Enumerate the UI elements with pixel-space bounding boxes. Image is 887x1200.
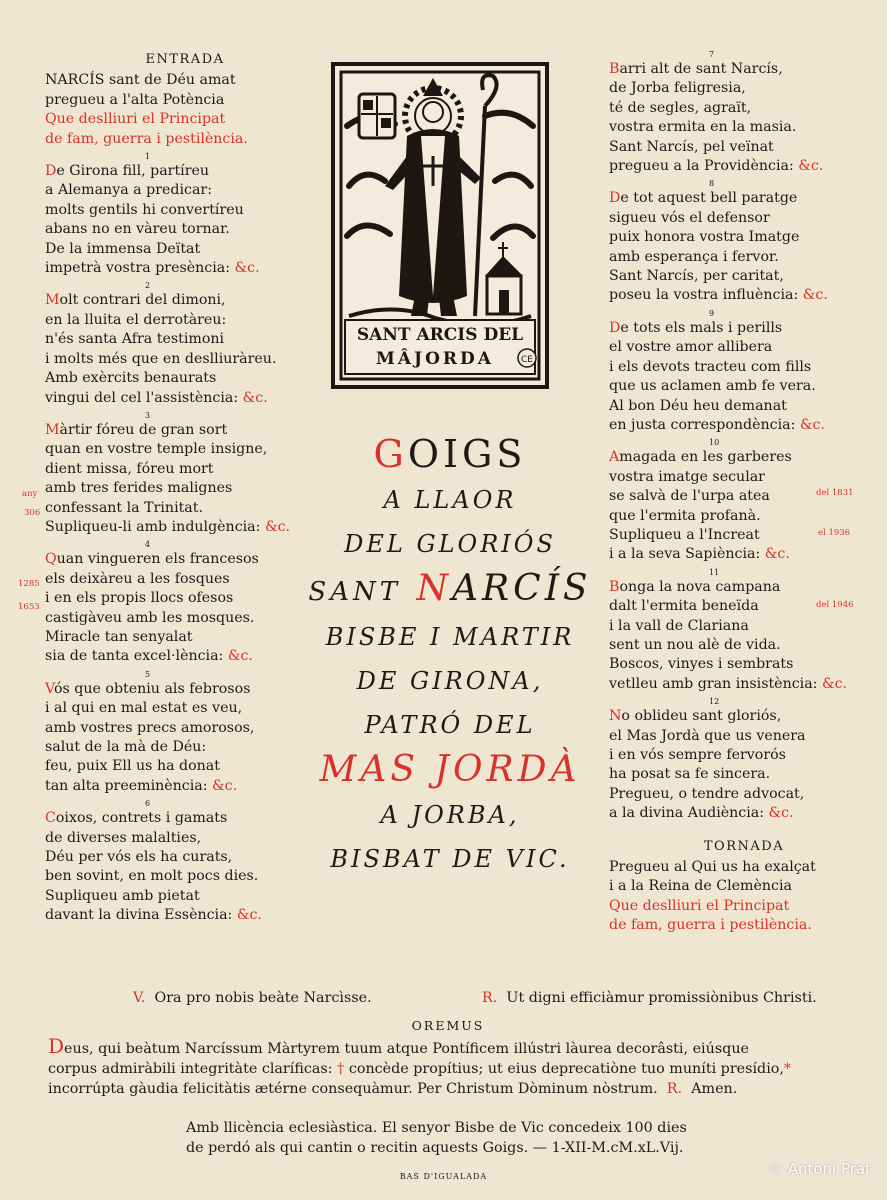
verse-line-text: oixos, contrets i gamats bbox=[55, 810, 228, 827]
prayer-line-text: eus, qui beàtum Narcíssum Màrtyrem tuum atque Pontíficem illústri làurea decorâsti, eiúsque bbox=[64, 1041, 749, 1057]
title-patro: PATRÓ DEL bbox=[364, 711, 536, 739]
stanza-initial: B bbox=[609, 61, 620, 77]
versicle bbox=[133, 990, 372, 1006]
verse-line-text: onga la nova campana bbox=[619, 578, 781, 595]
stanza-initial: D bbox=[45, 163, 57, 180]
prayer-line bbox=[48, 1079, 848, 1099]
prayer-line-text: concède propítius; ut eius deprecatiòne tuo muníti presídio, bbox=[348, 1061, 784, 1077]
verse-line-text: o oblideu sant gloriós, bbox=[621, 708, 782, 725]
verse-line: sent un nou alè de vida. bbox=[609, 636, 781, 653]
stanza-number: 10 bbox=[709, 438, 720, 448]
response-text: Ut digni efficiàmur promissiònibus Christi. bbox=[506, 990, 817, 1006]
refrain-mark: &c. bbox=[264, 518, 291, 535]
verse-line: vostra imatge secular bbox=[609, 468, 765, 485]
margin-note: 1285 bbox=[18, 579, 40, 589]
refrain-mark: &c. bbox=[764, 546, 790, 563]
verse-line: molts gentils hi convertíreu bbox=[45, 201, 244, 218]
stanza-initial: V bbox=[45, 680, 54, 697]
verse-line bbox=[609, 189, 879, 208]
refrain-mark: &c. bbox=[236, 907, 262, 924]
verse-line bbox=[609, 707, 879, 726]
verse-line bbox=[45, 518, 325, 537]
prayer-line bbox=[48, 1059, 848, 1079]
margin-note: 306 bbox=[24, 508, 41, 518]
verse-line: en la lluita el derrotàreu: bbox=[45, 311, 227, 328]
entrada-stanza bbox=[45, 71, 325, 149]
versicle-label: V. bbox=[133, 990, 146, 1006]
refrain-mark: &c. bbox=[798, 158, 824, 175]
stanza bbox=[45, 410, 325, 537]
stanza-number: 1 bbox=[145, 152, 151, 162]
verse-line bbox=[609, 286, 879, 305]
verse-line bbox=[609, 319, 879, 338]
verse-line: Al bon Déu heu demanat bbox=[609, 397, 787, 414]
verse-line-text: pregueu a la Providència: bbox=[609, 158, 799, 175]
stanza-number: 4 bbox=[145, 540, 151, 550]
verse-line: quan en vostre temple insigne, bbox=[45, 441, 268, 458]
margin-note: any bbox=[22, 489, 38, 499]
verse-line-text: vingui del cel l'assistència: bbox=[45, 389, 243, 406]
response-label: R. bbox=[666, 1081, 683, 1097]
verse-line: i en vós sempre fervorós bbox=[609, 747, 786, 763]
verse-line: n'és santa Afra testimoni bbox=[45, 331, 225, 348]
verse-line: el Mas Jordà que us venera bbox=[609, 727, 806, 744]
verse-line: el vostre amor allibera bbox=[609, 339, 773, 356]
verse-line: Pregueu al Qui us ha exalçat bbox=[609, 859, 816, 876]
verse-line-text: poseu la vostra influència: bbox=[609, 287, 803, 304]
verse-line-text: i a la seva Sapiència: bbox=[609, 546, 765, 563]
verse-line: puix honora vostra Imatge bbox=[609, 229, 800, 246]
refrain-mark: &c. bbox=[234, 260, 260, 277]
stanza-initial: Q bbox=[45, 551, 57, 568]
verse-line: Déu per vós els ha curats, bbox=[45, 849, 233, 866]
title-jorda-rest: ORDÀ bbox=[452, 749, 581, 790]
title-sant-narcis bbox=[300, 566, 600, 615]
verse-line: ben sovint, en molt pocs dies. bbox=[45, 868, 259, 885]
verse-line-text: sia de tanta excel·lència: bbox=[45, 648, 228, 665]
title-narcis-initial: N bbox=[416, 568, 453, 609]
verse-line: Amb exèrcits benaurats bbox=[45, 370, 217, 387]
verse-line: de diverses malalties, bbox=[45, 829, 202, 846]
verse-line bbox=[609, 60, 879, 79]
stanza-number: 7 bbox=[709, 50, 715, 59]
title-bisbe: BISBE I MARTIR bbox=[325, 623, 575, 651]
verse-line bbox=[609, 578, 879, 597]
left-stanzas bbox=[45, 152, 325, 926]
title-bisbat: BISBAT DE VIC. bbox=[330, 845, 570, 873]
verse-line-text: Supliqueu-li amb indulgència: bbox=[45, 518, 265, 535]
stanza-initial: D bbox=[609, 190, 621, 207]
verse-line bbox=[45, 809, 325, 828]
verse-line bbox=[45, 291, 325, 310]
verse-line: pregueu a l'alta Potència bbox=[45, 91, 225, 108]
stanza-number: 11 bbox=[709, 567, 720, 577]
stanza-number: 2 bbox=[145, 281, 151, 291]
margin-note: del 1946 bbox=[816, 600, 854, 610]
tornada-stanza bbox=[609, 858, 879, 936]
stanza-number: 9 bbox=[709, 308, 715, 318]
verse-line bbox=[609, 416, 879, 435]
verse-line: Pregueu, o tendre advocat, bbox=[609, 785, 805, 802]
margin-note: del 1831 bbox=[816, 488, 854, 498]
verse-line-text: tan alta preeminència: bbox=[45, 777, 213, 794]
stanza bbox=[45, 540, 325, 666]
verse-line bbox=[45, 906, 325, 925]
verse-line-text: impetrà vostra presència: bbox=[45, 260, 235, 277]
woodcut-caption-line2: MÂJORDA bbox=[376, 349, 494, 369]
cross-icon: † bbox=[337, 1061, 345, 1077]
verse-line-text: a la divina Audiència: bbox=[609, 805, 769, 822]
verse-line bbox=[609, 545, 879, 564]
verse-line bbox=[609, 675, 879, 694]
verse-line: té de segles, agraït, bbox=[609, 99, 752, 116]
oremus-prayer bbox=[48, 1036, 848, 1099]
verse-line bbox=[609, 448, 879, 467]
title-de-girona: DE GIRONA, bbox=[356, 667, 544, 695]
verse-line-text: e tot aquest bell paratge bbox=[620, 190, 798, 207]
refrain-mark: &c. bbox=[768, 805, 794, 822]
verse-line-text: magada en les garberes bbox=[619, 449, 792, 466]
verse-line: a Alemanya a predicar: bbox=[45, 182, 212, 199]
stanza bbox=[609, 438, 879, 564]
left-column bbox=[45, 50, 325, 939]
prayer-initial: D bbox=[48, 1034, 65, 1058]
oremus-heading: OREMUS bbox=[411, 1018, 485, 1033]
verse-line: i en els propis llocs ofesos bbox=[45, 590, 234, 607]
ecclesiastical-licence bbox=[186, 1118, 687, 1158]
verse-line: abans no en vàreu tornar. bbox=[45, 221, 230, 238]
verse-line-text: davant la divina Essència: bbox=[45, 907, 237, 924]
stanza-initial: A bbox=[609, 449, 620, 466]
verse-line: confessant la Trinitat. bbox=[45, 499, 203, 516]
copyright-watermark: © Antoni Prat bbox=[767, 1160, 871, 1178]
verse-line: Sant Narcís, per caritat, bbox=[609, 268, 784, 285]
stanza bbox=[609, 567, 879, 694]
amen-text: Amen. bbox=[691, 1081, 738, 1097]
verse-line-text: uan vingueren els francesos bbox=[56, 551, 259, 568]
verse-line: amb tres ferides malignes bbox=[45, 480, 233, 497]
title-goigs-rest: OIGS bbox=[407, 432, 527, 476]
verse-line: i al qui en mal estat es veu, bbox=[45, 700, 243, 717]
prayer-line-text: incorrúpta gàudia felicitàtis ætérne consequàmur. Per Christum Dòminum nòstrum. bbox=[48, 1081, 658, 1097]
licence-line: de perdó als qui cantin o recitin aquests Goigs. — 1-XII-M.cM.xL.Vij. bbox=[186, 1140, 684, 1156]
verse-line: que l'ermita profanà. bbox=[609, 507, 761, 524]
saint-woodcut-illustration bbox=[331, 62, 549, 389]
stanza-initial: M bbox=[45, 421, 60, 438]
refrain-mark: &c. bbox=[227, 648, 253, 665]
stanza bbox=[609, 697, 879, 823]
verse-line: i els devots tracteu com fills bbox=[609, 358, 812, 375]
title-del-glorios: DEL GLORIÓS bbox=[344, 530, 556, 558]
woodcut-caption-line1: SANT ARCIS DEL bbox=[356, 325, 524, 345]
verse-line-text: e Girona fill, partíreu bbox=[56, 163, 210, 180]
refrain-mark: &c. bbox=[242, 389, 268, 406]
verse-line: NARCÍS sant de Déu amat bbox=[45, 72, 236, 89]
refrain-mark: &c. bbox=[802, 287, 828, 304]
verse-line: i molts més que en deslliuràreu. bbox=[45, 350, 277, 367]
verse-line: amb vostres precs amorosos, bbox=[45, 719, 255, 736]
verse-line-text: olt contrari del dimoni, bbox=[59, 292, 226, 309]
verse-line: Sant Narcís, pel veïnat bbox=[609, 138, 774, 155]
verse-line: i la vall de Clariana bbox=[609, 617, 749, 634]
verse-line bbox=[45, 421, 325, 440]
verse-line: amb esperança i fervor. bbox=[609, 248, 779, 265]
margin-note: 1653 bbox=[18, 602, 40, 612]
verse-line: ha posat sa fe sincera. bbox=[609, 766, 771, 783]
verse-line-text: àrtir fóreu de gran sort bbox=[59, 421, 228, 438]
verse-line: vostra ermita en la masia. bbox=[609, 119, 797, 136]
response-label: R. bbox=[482, 990, 498, 1006]
verse-line: de fam, guerra i pestilència. bbox=[45, 130, 248, 147]
verse-line: Supliqueu a l'Increat bbox=[609, 526, 760, 543]
verse-line bbox=[45, 389, 325, 408]
verse-line: i a la Reina de Clemència bbox=[609, 878, 792, 895]
verse-line-text: ós que obteniu als febrosos bbox=[53, 680, 251, 697]
prayer-line-text: corpus admiràbili integritàte claríficas: bbox=[48, 1061, 333, 1077]
stanza-initial: D bbox=[609, 319, 621, 336]
stanza-number: 12 bbox=[709, 697, 720, 707]
verse-line: dalt l'ermita beneïda bbox=[609, 598, 759, 615]
stanza bbox=[609, 179, 879, 305]
stanza bbox=[45, 669, 325, 796]
stanza-initial: M bbox=[45, 292, 60, 309]
stanza-number: 8 bbox=[709, 179, 715, 189]
coat-of-arms-icon bbox=[359, 94, 395, 138]
stanza-initial: C bbox=[45, 810, 56, 827]
title-goigs-initial: G bbox=[373, 432, 408, 476]
stanza-initial: B bbox=[609, 578, 620, 595]
margin-note: el 1936 bbox=[818, 528, 851, 538]
verse-line-text: arri alt de sant Narcís, bbox=[619, 61, 783, 77]
verse-line-text: vetlleu amb gran insistència: bbox=[609, 675, 822, 692]
verse-line: salut de la mà de Déu: bbox=[45, 739, 207, 755]
verse-line-text: e tots els mals i perills bbox=[620, 319, 783, 336]
stanza-initial: N bbox=[609, 708, 622, 725]
title-a-llaor: A LLAOR bbox=[383, 486, 517, 514]
refrain-mark: &c. bbox=[821, 675, 848, 692]
verse-line: Que deslliuri el Principat bbox=[45, 111, 226, 128]
right-stanzas bbox=[609, 50, 879, 824]
verse-line bbox=[45, 259, 325, 278]
stanza bbox=[45, 152, 325, 278]
title-a-jorba: A JORBA, bbox=[380, 801, 520, 829]
refrain-mark: &c. bbox=[212, 777, 238, 794]
verse-line-text: en justa correspondència: bbox=[609, 416, 800, 433]
verse-line: feu, puix Ell us ha donat bbox=[45, 758, 220, 775]
response bbox=[482, 990, 817, 1006]
verse-line: dient missa, fóreu mort bbox=[45, 460, 214, 477]
title-sant: SANT bbox=[308, 577, 402, 607]
verse-line: sigueu vós el defensor bbox=[609, 209, 770, 226]
title-mas-jorda bbox=[300, 747, 600, 793]
verse-line: De la immensa Deïtat bbox=[45, 240, 201, 257]
goigs-title-block bbox=[300, 430, 600, 881]
stanza bbox=[609, 50, 879, 176]
verse-line: Que deslliuri el Principat bbox=[609, 897, 790, 914]
verse-line bbox=[45, 550, 325, 569]
verse-line: de fam, guerra i pestilència. bbox=[609, 917, 812, 934]
verse-line: Boscos, vinyes i sembrats bbox=[609, 656, 794, 673]
asterisk-mark: * bbox=[783, 1061, 792, 1077]
refrain-mark: &c. bbox=[799, 416, 825, 433]
verse-line bbox=[45, 680, 325, 699]
stanza bbox=[45, 799, 325, 925]
verse-line bbox=[609, 157, 879, 176]
stanza bbox=[45, 281, 325, 407]
verse-line: se salvà de l'urpa atea bbox=[609, 488, 770, 505]
verse-line: de Jorba feligresia, bbox=[609, 80, 746, 97]
entrada-heading: ENTRADA bbox=[145, 52, 225, 67]
woodcut-monogram: CE bbox=[521, 355, 533, 365]
verse-line: Miracle tan senyalat bbox=[45, 628, 193, 645]
versicle-text: Ora pro nobis beàte Narcìsse. bbox=[154, 990, 372, 1006]
title-jorda-initial: J bbox=[434, 749, 453, 790]
title-goigs bbox=[300, 430, 600, 478]
verse-line: castigàveu amb les mosques. bbox=[45, 609, 255, 626]
stanza-number: 3 bbox=[145, 410, 151, 420]
printer-imprint: BAS D'IGUALADA bbox=[399, 1172, 488, 1181]
verse-line bbox=[45, 162, 325, 181]
stanza-number: 6 bbox=[145, 799, 151, 809]
title-narcis-rest: ARCÍS bbox=[452, 568, 592, 609]
licence-line: Amb llicència eclesiàstica. El senyor Bisbe de Vic concedeix 100 dies bbox=[186, 1120, 687, 1136]
stanza bbox=[609, 308, 879, 435]
verse-line: els deixàreu a les fosques bbox=[45, 570, 230, 587]
verse-line bbox=[45, 647, 325, 666]
tornada-heading: TORNADA bbox=[703, 838, 785, 854]
verse-line bbox=[45, 777, 325, 796]
verse-line: que us aclamen amb fe vera. bbox=[609, 378, 816, 395]
prayer-line bbox=[48, 1036, 848, 1059]
woodcut-image bbox=[335, 66, 545, 385]
title-mas: MAS bbox=[319, 749, 420, 790]
right-column bbox=[609, 50, 879, 949]
verse-line: Supliqueu amb pietat bbox=[45, 887, 200, 904]
verse-line bbox=[609, 804, 879, 823]
stanza-number: 5 bbox=[145, 669, 151, 679]
